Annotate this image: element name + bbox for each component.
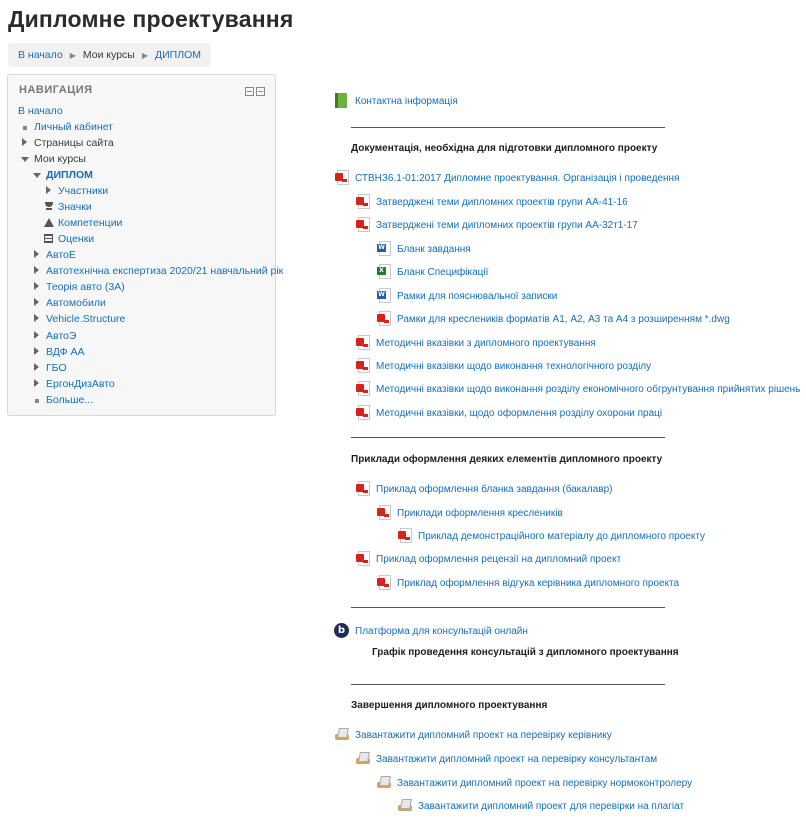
nav-course-link[interactable]: АвтоЕ bbox=[46, 249, 76, 261]
expand-icon[interactable] bbox=[18, 138, 31, 148]
activity-link[interactable]: Методичні вказівки щодо виконання технологічного розділу bbox=[376, 360, 652, 372]
bullet-icon bbox=[30, 396, 43, 405]
expand-icon[interactable] bbox=[30, 314, 43, 324]
excel-icon bbox=[376, 264, 392, 280]
nav-site-pages-label[interactable]: Страницы сайта bbox=[34, 137, 114, 149]
nav-course-item[interactable] bbox=[30, 330, 76, 342]
divider bbox=[351, 684, 665, 685]
activity-resource[interactable] bbox=[355, 551, 621, 567]
pdf-icon bbox=[397, 528, 413, 544]
nav-competencies[interactable] bbox=[42, 217, 122, 229]
nav-home-link[interactable]: В начало bbox=[18, 105, 63, 117]
activity-link[interactable]: Приклади оформлення креслеників bbox=[397, 507, 563, 519]
divider bbox=[351, 437, 665, 438]
nav-my-courses-label[interactable]: Мои курсы bbox=[34, 153, 86, 165]
section-heading: Приклади оформлення деяких елементів дипломного проекту bbox=[351, 454, 663, 465]
expand-icon[interactable] bbox=[30, 282, 43, 292]
activity-resource[interactable] bbox=[397, 528, 705, 544]
activity-resource[interactable] bbox=[376, 775, 692, 791]
expand-icon[interactable] bbox=[30, 347, 43, 357]
trophy-icon bbox=[42, 202, 55, 213]
pdf-icon bbox=[355, 481, 371, 497]
nav-course-link[interactable]: Vehicle.Structure bbox=[46, 313, 126, 325]
nav-home[interactable] bbox=[18, 105, 63, 117]
nav-course-link[interactable]: Автомобили bbox=[46, 297, 106, 309]
activity-link[interactable]: Платформа для консультацій онлайн bbox=[355, 625, 528, 637]
activity-bigbluebutton[interactable] bbox=[334, 623, 528, 639]
divider bbox=[351, 127, 665, 128]
activity-link[interactable]: Завантажити дипломний проект на перевірку керівнику bbox=[355, 729, 612, 741]
expand-icon[interactable] bbox=[30, 379, 43, 389]
nav-course-current[interactable] bbox=[30, 169, 93, 181]
activity-resource[interactable] bbox=[376, 241, 471, 257]
activity-link[interactable]: Завантажити дипломний проект на перевірку нормоконтролеру bbox=[397, 777, 693, 789]
nav-course-link[interactable]: Автотехнічна експертиза 2020/21 навчальний рік bbox=[46, 265, 284, 277]
nav-course-item[interactable] bbox=[30, 249, 76, 261]
activity-link[interactable]: Приклад оформлення рецензії на дипломний проект bbox=[376, 553, 622, 565]
activity-resource[interactable] bbox=[355, 335, 596, 351]
activity-resource[interactable] bbox=[355, 405, 662, 421]
nav-grades-link[interactable]: Оценки bbox=[58, 233, 95, 245]
nav-course-item[interactable] bbox=[30, 313, 125, 325]
activity-link[interactable]: Методичні вказівки, щодо оформлення розділу охорони праці bbox=[376, 407, 663, 419]
word-icon bbox=[376, 241, 392, 257]
assignment-icon bbox=[376, 775, 392, 791]
nav-course-item[interactable] bbox=[30, 297, 106, 309]
assignment-icon bbox=[397, 798, 413, 814]
activity-link[interactable]: Рамки для креслеників форматів А1, А2, А3 та А4 з розширенням *.dwg bbox=[397, 313, 730, 325]
pdf-icon bbox=[355, 551, 371, 567]
collapse-arrow-icon[interactable] bbox=[30, 171, 43, 180]
collapse-icon[interactable] bbox=[245, 87, 254, 96]
activity-resource[interactable] bbox=[355, 358, 651, 374]
nav-my-courses[interactable] bbox=[18, 153, 86, 165]
activity-link[interactable]: Методичні вказівки щодо виконання розділу економічного обгрунтування прийнятих рішень bbox=[376, 383, 801, 395]
pdf-icon bbox=[355, 335, 371, 351]
nav-course-link[interactable]: ГБО bbox=[46, 362, 67, 374]
nav-course-link[interactable]: ДИПЛОМ bbox=[46, 169, 93, 181]
activity-resource[interactable] bbox=[334, 170, 679, 186]
activity-resource[interactable] bbox=[355, 751, 657, 767]
activity-link[interactable]: Бланк Специфікації bbox=[397, 266, 489, 278]
nav-course-link[interactable]: Теорія авто (3А) bbox=[46, 281, 125, 293]
section-heading: Завершення дипломного проектування bbox=[351, 700, 548, 711]
activity-resource[interactable] bbox=[376, 505, 563, 521]
expand-icon[interactable] bbox=[30, 298, 43, 308]
activity-resource[interactable] bbox=[376, 311, 730, 327]
activity-link[interactable]: Затверджені теми дипломних проектів групи АА-41-16 bbox=[376, 196, 628, 208]
breadcrumb-current[interactable]: ДИПЛОМ bbox=[155, 49, 202, 61]
collapse-arrow-icon[interactable] bbox=[18, 155, 31, 164]
activity-link[interactable]: Контактна інформація bbox=[355, 95, 458, 107]
nav-course-link[interactable]: АвтоЭ bbox=[46, 330, 77, 342]
competencies-icon bbox=[42, 218, 55, 229]
divider bbox=[351, 607, 665, 608]
pdf-icon bbox=[355, 381, 371, 397]
activity-link[interactable]: Завантажити дипломний проект на перевірку консультантам bbox=[376, 753, 658, 765]
nav-more-link[interactable]: Больше... bbox=[46, 394, 94, 406]
nav-course-item[interactable] bbox=[30, 346, 85, 358]
activity-link[interactable]: Затверджені теми дипломних проектів групи АА-32т1-17 bbox=[376, 219, 638, 231]
word-icon bbox=[376, 288, 392, 304]
activity-resource[interactable] bbox=[355, 217, 638, 233]
nav-course-link[interactable]: ЕргонДизАвто bbox=[46, 378, 115, 390]
nav-course-item[interactable] bbox=[30, 378, 115, 390]
pdf-icon bbox=[376, 311, 392, 327]
page-title: Дипломне проектування bbox=[8, 6, 294, 32]
dock-icon[interactable] bbox=[256, 87, 265, 96]
nav-course-item[interactable] bbox=[30, 362, 67, 374]
pdf-icon bbox=[355, 405, 371, 421]
nav-course-link[interactable]: ВДФ АА bbox=[46, 346, 85, 358]
assignment-icon bbox=[355, 751, 371, 767]
pdf-icon bbox=[334, 170, 350, 186]
pdf-icon bbox=[376, 575, 392, 591]
block-controls bbox=[245, 87, 265, 96]
expand-icon[interactable] bbox=[30, 266, 43, 276]
assignment-icon bbox=[334, 727, 350, 743]
bigbluebutton-icon: b bbox=[334, 623, 350, 639]
breadcrumb-my-courses[interactable]: Мои курсы bbox=[82, 49, 135, 61]
nav-site-pages[interactable] bbox=[18, 137, 114, 149]
activity-link[interactable]: Рамки для пояснювальної записки bbox=[397, 290, 558, 302]
breadcrumb-separator-icon: ▶ bbox=[69, 50, 76, 60]
bullet-icon bbox=[18, 123, 31, 132]
nav-badges-link[interactable]: Значки bbox=[58, 201, 92, 213]
grades-table-icon bbox=[42, 234, 55, 245]
pdf-icon bbox=[355, 217, 371, 233]
activity-resource[interactable] bbox=[334, 727, 612, 743]
activity-link[interactable]: Завантажити дипломний проект для перевірки на плагіат bbox=[418, 800, 685, 812]
nav-course-item[interactable] bbox=[30, 265, 283, 277]
activity-link[interactable]: Приклад оформлення відгука керівника дипломного проекта bbox=[397, 577, 680, 589]
activity-link[interactable]: Приклад оформлення бланка завдання (бакалавр) bbox=[376, 483, 613, 495]
pdf-icon bbox=[355, 194, 371, 210]
activity-resource[interactable] bbox=[355, 194, 628, 210]
expand-icon[interactable] bbox=[30, 363, 43, 373]
activity-resource[interactable] bbox=[355, 481, 613, 497]
activity-contact[interactable] bbox=[334, 93, 458, 109]
activity-link[interactable]: СТВНЗ6.1-01:2017 Дипломне проектування. Організація і проведення bbox=[355, 172, 680, 184]
schedule-label: Графік проведення консультацій з дипломного проектування bbox=[372, 647, 679, 658]
activity-resource[interactable] bbox=[397, 798, 684, 814]
activity-link[interactable]: Бланк завдання bbox=[397, 243, 471, 255]
activity-resource[interactable] bbox=[355, 381, 800, 397]
navigation-title: НАВИГАЦИЯ bbox=[19, 84, 93, 96]
breadcrumb-separator-icon: ▶ bbox=[141, 50, 149, 60]
nav-dashboard-link[interactable]: Личный кабинет bbox=[34, 121, 113, 133]
breadcrumb bbox=[8, 43, 211, 67]
book-icon bbox=[334, 93, 350, 109]
pdf-icon bbox=[355, 358, 371, 374]
expand-icon[interactable] bbox=[42, 186, 55, 196]
nav-more[interactable] bbox=[30, 394, 93, 406]
expand-icon[interactable] bbox=[30, 331, 43, 341]
activity-link[interactable]: Приклад демонстраційного матеріалу до дипломного проекту bbox=[418, 530, 706, 542]
nav-badges[interactable] bbox=[42, 201, 92, 213]
nav-participants[interactable] bbox=[42, 185, 108, 197]
nav-course-item[interactable] bbox=[30, 281, 125, 293]
activity-resource[interactable] bbox=[376, 575, 679, 591]
nav-participants-link[interactable]: Участники bbox=[58, 185, 109, 197]
nav-dashboard[interactable] bbox=[18, 121, 113, 133]
expand-icon[interactable] bbox=[30, 250, 43, 260]
activity-link[interactable]: Методичні вказівки з дипломного проектування bbox=[376, 337, 596, 349]
activity-resource[interactable] bbox=[376, 264, 488, 280]
breadcrumb-home[interactable]: В начало bbox=[18, 49, 63, 61]
pdf-icon bbox=[376, 505, 392, 521]
activity-resource[interactable] bbox=[376, 288, 557, 304]
nav-grades[interactable] bbox=[42, 233, 94, 245]
nav-competencies-link[interactable]: Компетенции bbox=[58, 217, 123, 229]
section-heading: Документація, необхідна для підготовки дипломного проекту bbox=[351, 143, 658, 154]
